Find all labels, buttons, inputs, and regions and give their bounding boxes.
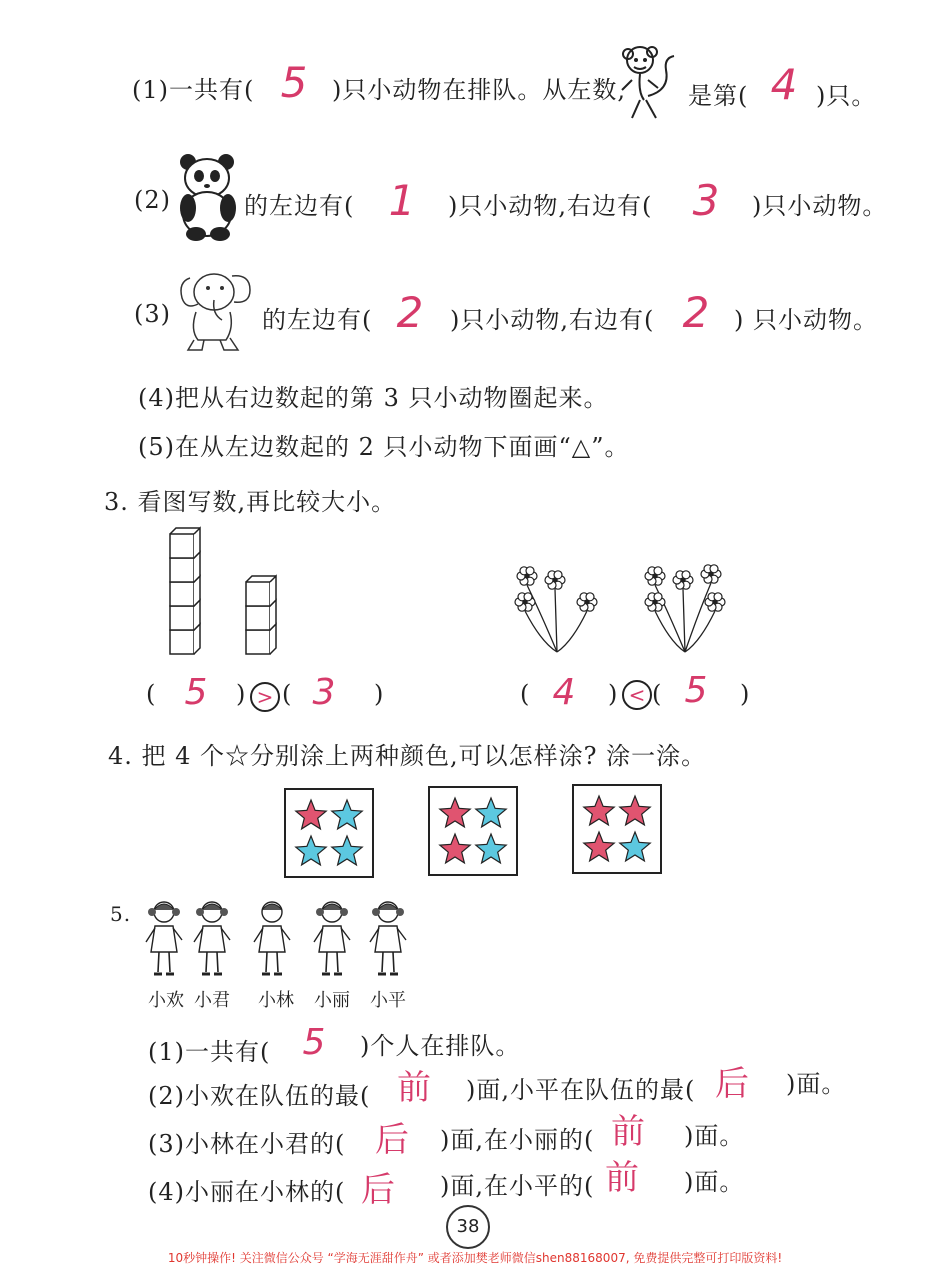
s5-q2-suffix: )面。 xyxy=(786,1070,847,1098)
animals-q4: (4)把从右边数起的第 3 只小动物圈起来。 xyxy=(138,384,609,412)
s5-q1-answer: 5 xyxy=(302,1022,326,1063)
s5-q2-answer2: 后 xyxy=(715,1064,749,1104)
compare-right-a: 4 xyxy=(552,672,576,713)
s5-q3-mid: )面,在小丽的( xyxy=(440,1126,595,1154)
flower xyxy=(525,574,530,579)
flower xyxy=(523,600,528,605)
compare-left-sign: > xyxy=(250,682,280,712)
cube xyxy=(170,630,194,654)
star-box xyxy=(284,788,374,878)
q3-mid1: 的左边有( xyxy=(262,306,373,334)
s5-q2-answer1: 前 xyxy=(397,1068,431,1108)
compare-right-close: ) xyxy=(608,680,619,708)
s5-q4-answer2: 前 xyxy=(605,1158,639,1198)
compare-left-b: 3 xyxy=(312,672,336,713)
q3-prefix: (3) xyxy=(134,300,171,328)
section5-number: 5. xyxy=(110,902,132,926)
cube-stacks xyxy=(160,520,290,660)
cube xyxy=(246,606,270,630)
name-xiaohuan: 小欢 xyxy=(148,990,184,1011)
star-blue[interactable] xyxy=(330,798,364,832)
child-figure xyxy=(254,902,290,974)
name-xiaoping: 小平 xyxy=(370,990,406,1011)
cube xyxy=(246,630,270,654)
cube-stack-tall xyxy=(170,528,200,654)
s5-q2-mid: )面,小平在队伍的最( xyxy=(466,1076,696,1104)
child-figure xyxy=(314,902,350,974)
s5-q3-answer2: 前 xyxy=(611,1112,645,1152)
cube xyxy=(246,582,270,606)
star-red[interactable] xyxy=(294,798,328,832)
q1-answer-total: 5 xyxy=(280,58,308,107)
flower xyxy=(585,600,590,605)
q1-answer-position: 4 xyxy=(770,60,798,109)
compare-left-a: 5 xyxy=(184,672,208,713)
s5-q1-prefix: (1)一共有( xyxy=(148,1038,271,1066)
star-blue[interactable] xyxy=(474,796,508,830)
q3-answer-left: 2 xyxy=(396,288,424,337)
compare-left-open2: ( xyxy=(282,680,293,708)
flower xyxy=(713,600,718,605)
flower xyxy=(709,572,714,577)
compare-left-close2: ) xyxy=(374,680,385,708)
compare-right-close2: ) xyxy=(740,680,751,708)
q1-prefix: (1)一共有( xyxy=(132,76,255,104)
flower-bunch-right xyxy=(645,565,725,652)
cube xyxy=(170,558,194,582)
animals-q5: (5)在从左边数起的 2 只小动物下面画“△”。 xyxy=(138,433,630,461)
compare-left-open: ( xyxy=(146,680,157,708)
q1-mid2: 是第( xyxy=(688,82,749,110)
q3-mid2: )只小动物,右边有( xyxy=(450,306,655,334)
compare-right-sign: < xyxy=(622,680,652,710)
s5-q4-prefix: (4)小丽在小林的( xyxy=(148,1178,346,1206)
s5-q3-prefix: (3)小林在小君的( xyxy=(148,1130,346,1158)
q2-mid2: )只小动物,右边有( xyxy=(448,192,653,220)
q1-suffix: )只。 xyxy=(816,82,877,110)
elephant-icon xyxy=(176,268,258,354)
child-figure xyxy=(370,902,406,974)
q2-answer-left: 1 xyxy=(388,176,416,225)
q1-mid: )只小动物在排队。从左数, xyxy=(332,76,626,104)
s5-q2-prefix: (2)小欢在队伍的最( xyxy=(148,1082,371,1110)
q2-prefix: (2) xyxy=(134,186,171,214)
q3-suffix: ) 只小动物。 xyxy=(734,306,878,334)
star-box xyxy=(428,786,518,876)
compare-right-open2: ( xyxy=(652,680,663,708)
children-queue xyxy=(140,896,420,982)
q2-answer-right: 3 xyxy=(692,176,720,225)
child-figure xyxy=(194,902,230,974)
flower-bunch-left xyxy=(515,567,597,652)
star-box xyxy=(572,784,662,874)
cube xyxy=(170,582,194,606)
q2-mid1: 的左边有( xyxy=(244,192,355,220)
star-red[interactable] xyxy=(438,796,472,830)
s5-q3-answer1: 后 xyxy=(375,1120,409,1160)
cube xyxy=(170,606,194,630)
name-xiaojun: 小君 xyxy=(194,990,230,1011)
cube xyxy=(170,534,194,558)
star-red[interactable] xyxy=(618,794,652,828)
flower-bunches xyxy=(505,556,745,660)
star-blue[interactable] xyxy=(330,834,364,868)
flower xyxy=(553,578,558,583)
monkey-icon xyxy=(618,40,680,124)
star-red[interactable] xyxy=(582,794,616,828)
s5-q4-mid: )面,在小平的( xyxy=(440,1172,595,1200)
compare-left-close: ) xyxy=(236,680,247,708)
s5-q1-suffix: )个人在排队。 xyxy=(360,1032,521,1060)
star-red[interactable] xyxy=(438,832,472,866)
star-blue[interactable] xyxy=(618,830,652,864)
s5-q4-suffix: )面。 xyxy=(684,1168,745,1196)
compare-right-b: 5 xyxy=(684,670,708,711)
q2-suffix: )只小动物。 xyxy=(752,192,888,220)
footer-notice: 10秒钟操作! 关注微信公众号 “学海无涯甜作舟” 或者添加樊老师微信shen88168007, 免费提供完整可打印版资料! xyxy=(167,1251,783,1265)
s5-q3-suffix: )面。 xyxy=(684,1122,745,1150)
flower xyxy=(681,578,686,583)
cube-stack-short xyxy=(246,576,276,654)
flower xyxy=(653,574,658,579)
page-number: 38 xyxy=(446,1205,490,1249)
star-red[interactable] xyxy=(582,830,616,864)
name-xiaolin: 小林 xyxy=(258,990,294,1011)
star-blue[interactable] xyxy=(474,832,508,866)
section3-title: 3. 看图写数,再比较大小。 xyxy=(104,488,397,516)
s5-q4-answer1: 后 xyxy=(361,1170,395,1210)
section4-title: 4. 把 4 个☆分别涂上两种颜色,可以怎样涂? 涂一涂。 xyxy=(108,742,707,770)
name-xiaoli: 小丽 xyxy=(314,990,350,1011)
child-figure xyxy=(146,902,182,974)
flower xyxy=(653,600,658,605)
compare-right-open: ( xyxy=(520,680,531,708)
panda-icon xyxy=(176,152,242,242)
q3-answer-right: 2 xyxy=(682,288,710,337)
star-blue[interactable] xyxy=(294,834,328,868)
